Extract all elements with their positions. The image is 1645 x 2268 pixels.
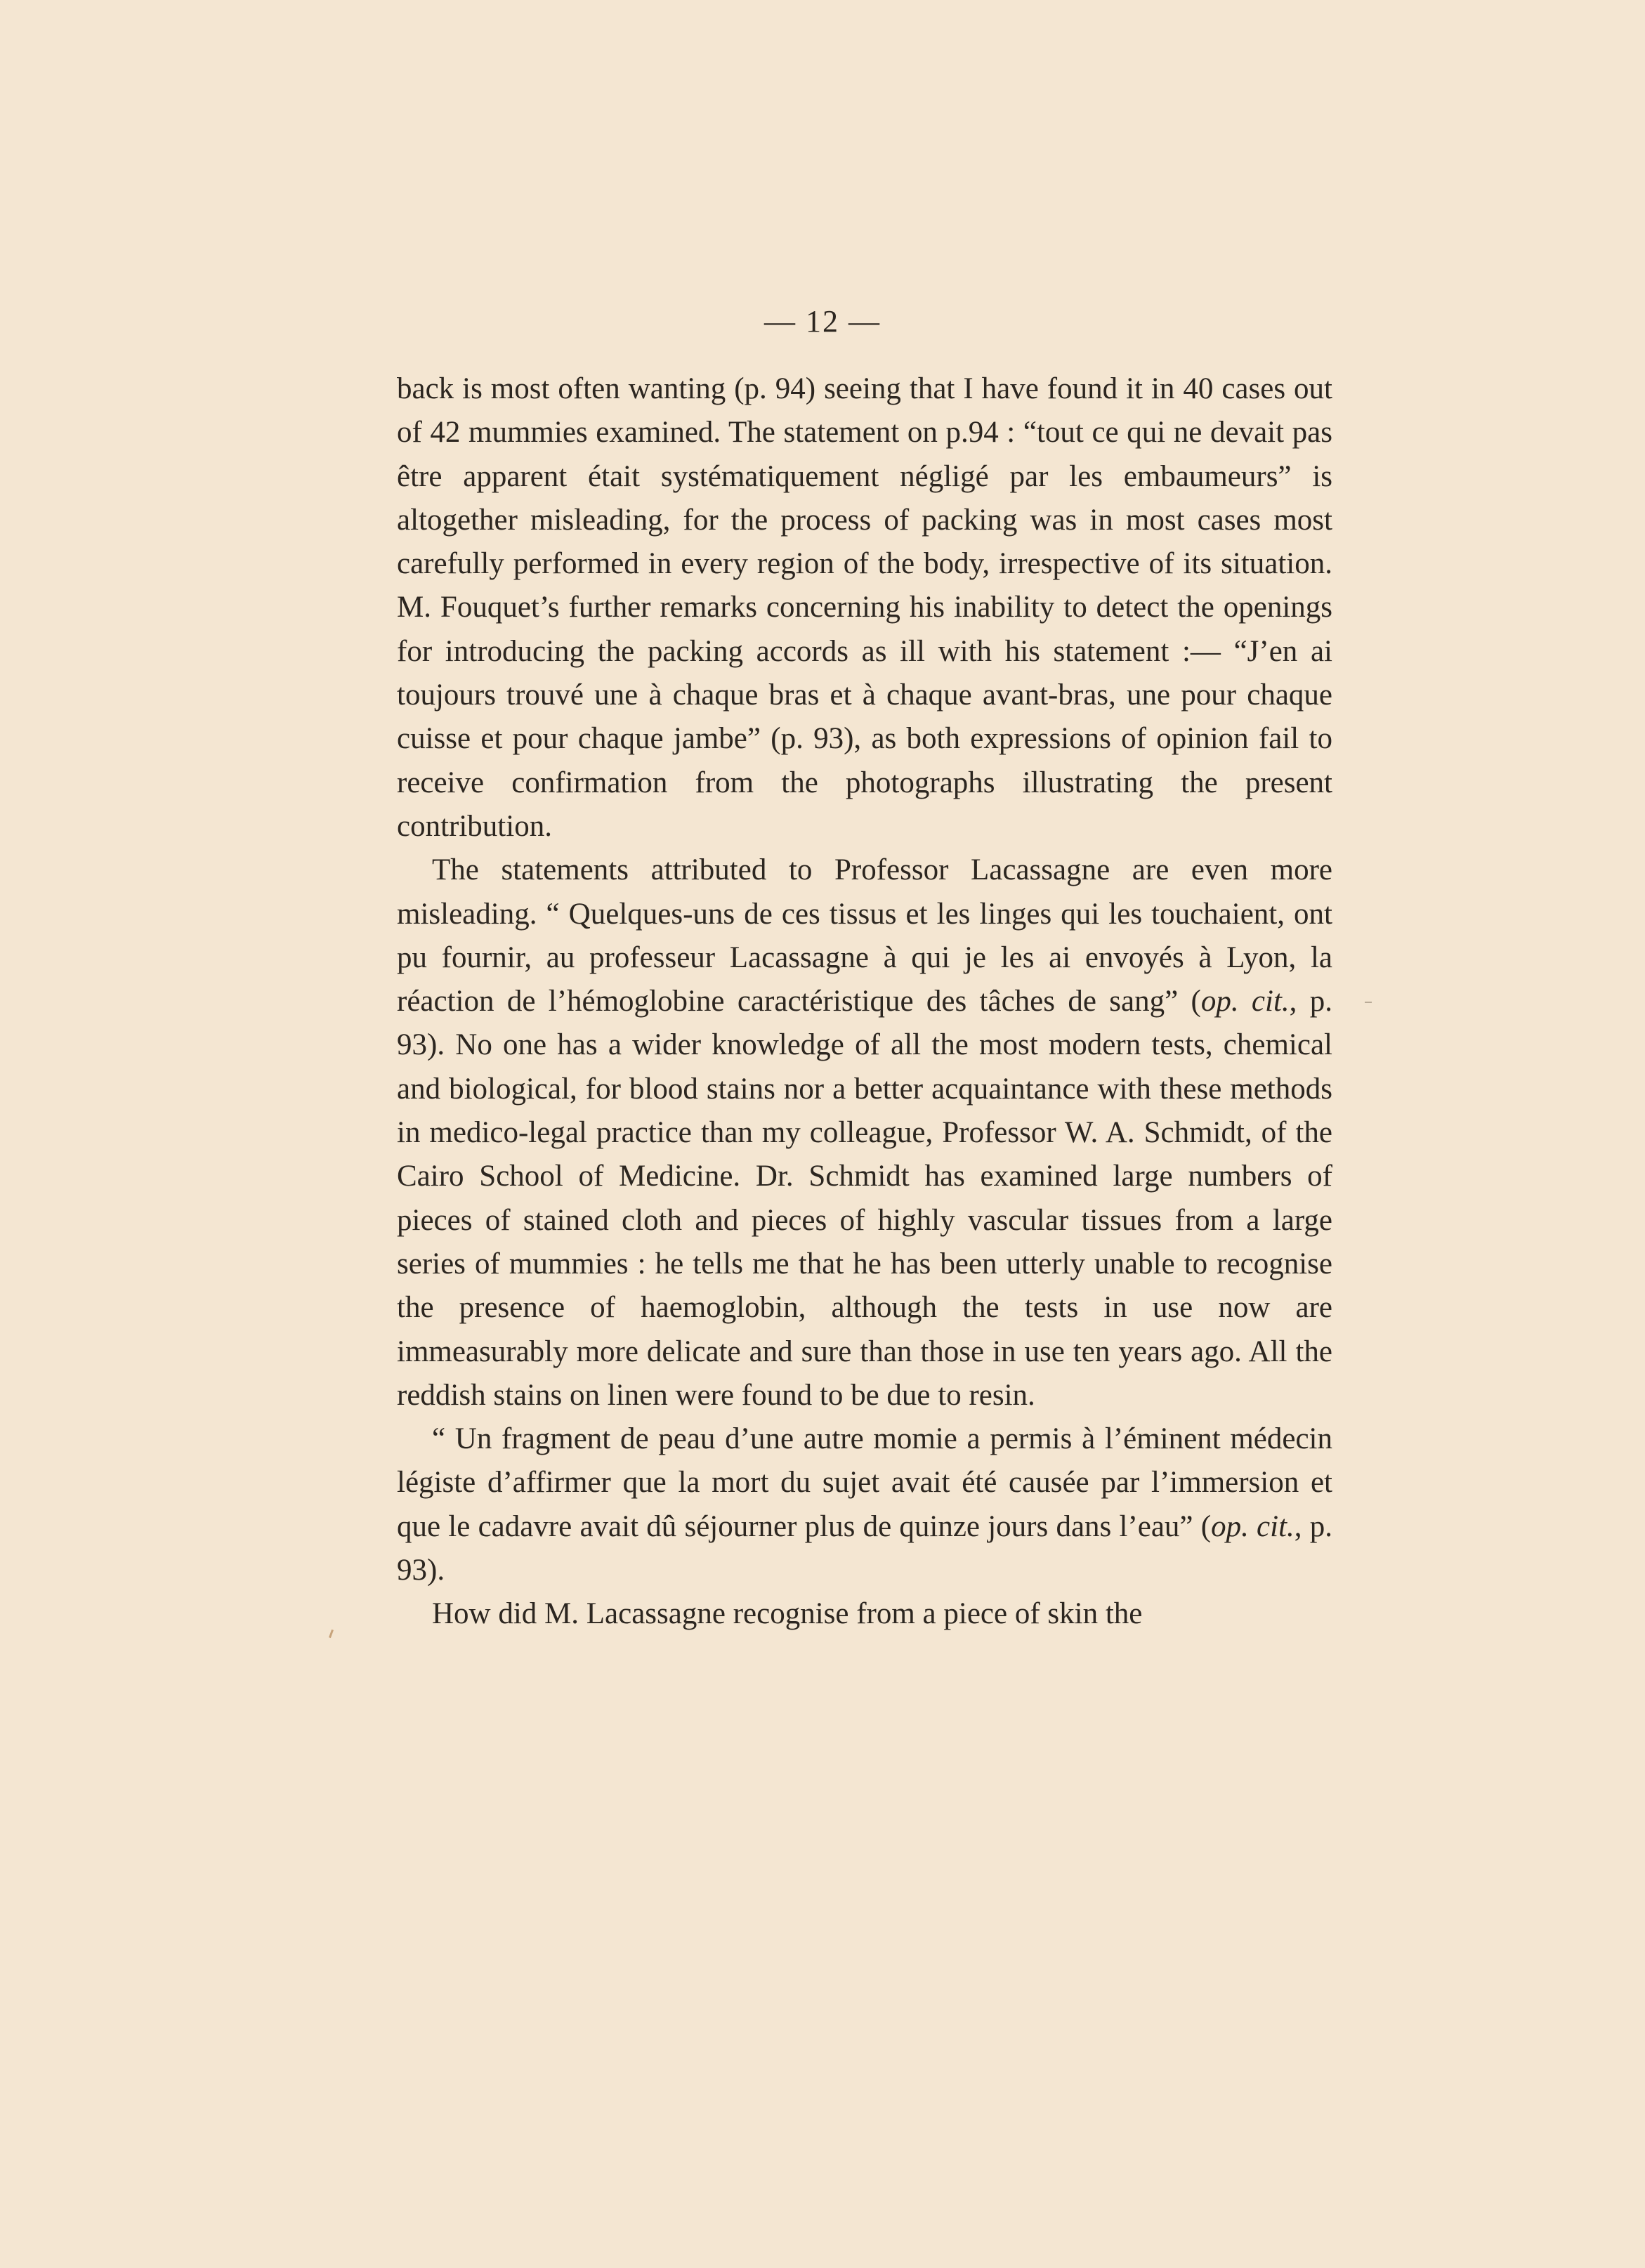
paragraph-french-quotation <box>397 1417 1332 1592</box>
margin-mark <box>329 1630 334 1638</box>
body-text <box>397 367 1332 1637</box>
page-number: — 12 — <box>764 304 881 339</box>
paragraph-final-line <box>397 1592 1332 1636</box>
paragraph-text: , p. 93). <box>397 1509 1332 1587</box>
paragraph-continuation <box>397 367 1332 848</box>
paragraph-text: “ Un fragment de peau d’une autre momie a permis à l’éminent médecin légiste d’affirmer que la mort du sujet avait été causée par l’immersion et que le cadavre avait dû séjourner plus de quinze jours dans l’eau” ( <box>397 1422 1332 1543</box>
paragraph-text: , p. 93). No one has a wider knowledge of all the most modern tests, chemical and biological, for blood stains nor a better acquaintance with these methods in medico-legal practice than my colleague, Professor W. A. Schmidt, of the Cairo School of Medicine. Dr. Schmidt has examined large numbers of pieces of stained cloth and pieces of highly vascular tissues from a large series of mummies : he tells me that he has been utterly unable to recognise the presence of haemoglobin, although the tests in use now are immeasurably more delicate and sure than those in use ten years ago. All the reddish stains on linen were found to be due to resin. <box>397 985 1332 1412</box>
paragraph-lacassagne-statements <box>397 848 1332 1417</box>
edge-mark <box>1365 1002 1372 1003</box>
paragraph-text: How did M. Lacassagne recognise from a piece of skin the <box>432 1597 1143 1631</box>
paragraph-text: back is most often wanting (p. 94) seeing that I have found it in 40 cases out of 42 mummies examined. The statement on p.94 : “tout ce qui ne devait pas être apparent était systématiquement négligé par les embaumeurs” is altogether misleading, for the process of packing was in most cases most carefully performed in every region of the body, irrespective of its situation. M. Fouquet’s further remarks concerning his inability to detect the openings for introducing the packing accords as ill with his statement :— “J’en ai toujours trouvé une à chaque bras et à chaque avant-bras, une pour chaque cuisse et pour chaque jambe” (p. 93), as both expressions of opinion fail to receive confirmation from the photographs illustrating the present contribution. <box>397 372 1332 843</box>
citation-italic: op. cit. <box>1200 985 1290 1018</box>
citation-italic: op. cit. <box>1211 1509 1295 1543</box>
paragraph-text: The statements attributed to Professor Lacassagne are even more misleading. “ Quelques-uns de ces tissus et les linges qui les touchaient, ont pu fournir, au professeur Lacassagne à qui je les ai envoyés à Lyon, la réaction de l’hémoglobine caractéristique des tâches de sang” ( <box>397 853 1332 1018</box>
